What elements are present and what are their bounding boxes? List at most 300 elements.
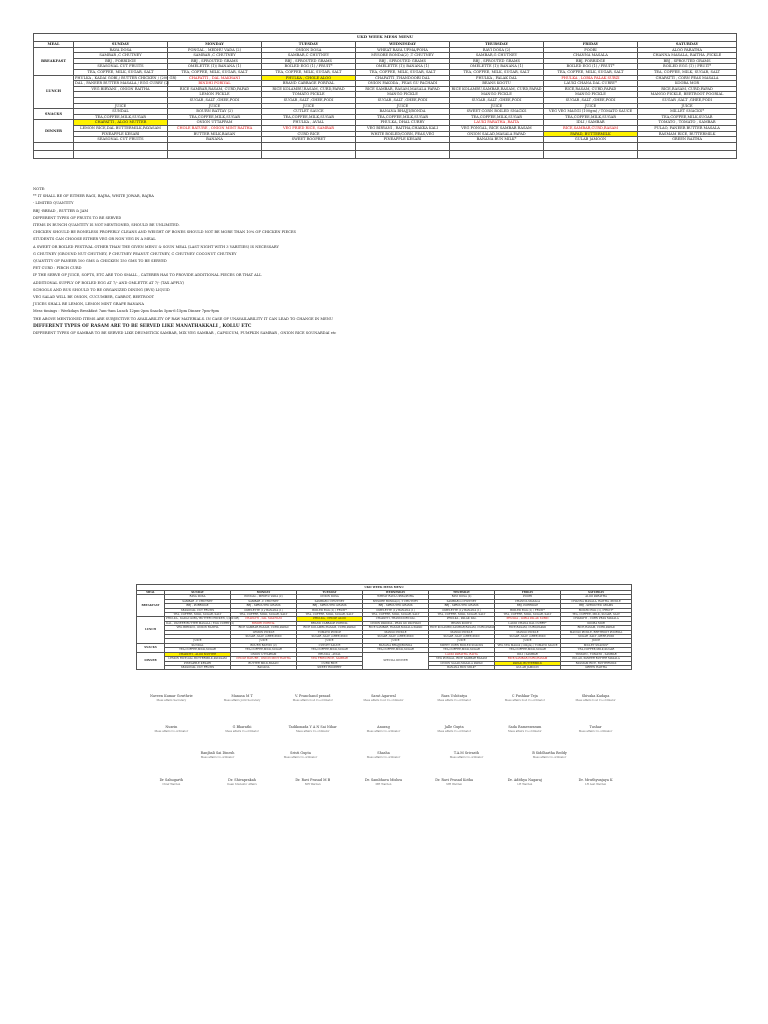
signatory-designation: Mess affairs Co-ordinator — [366, 755, 401, 759]
menu-cell: SUNDAL — [74, 109, 168, 115]
menu-cell: TEA, COFFEE, MILK, SUGAR, SALT — [231, 613, 297, 617]
menu-cell: PINEAPPLE KESARI — [74, 131, 168, 137]
menu-cell: VEG BIRYANI , RAITHA,CHAKKA KALI — [356, 125, 450, 131]
menu-cell: RAVA DOSA — [74, 47, 168, 53]
menu-cell: VEG VEG MAGGI (100gm) / TOMATO SAUCE — [495, 643, 561, 647]
menu-cell: CHAPATTI , CORN PEAS MASALA — [561, 617, 632, 621]
menu-cell: ONION SALAD,MASALA PAPAD — [429, 661, 495, 665]
menu-cell: PULAO, PANEER BUTTER MASALA — [561, 657, 632, 661]
menu-cell: MANGO PICKLE, BEETROOT POORIAL — [561, 630, 632, 634]
menu-cell: LEMON PICKLE — [168, 92, 262, 98]
signature — [516, 751, 584, 760]
menu-cell: ONION PAKODA , PEAS GU PACHADI — [356, 81, 450, 87]
menu-cell: RICE,RASAM, CURD,PAPAD — [638, 86, 737, 92]
note-line: - LIMITED QUANTITY — [33, 201, 74, 206]
menu-cell: VEG PONGAL, RICE SAMBAR RASAM — [429, 657, 495, 661]
signatory-name: V. Pranchand prasad — [295, 694, 331, 698]
signature — [208, 725, 276, 734]
menu-cell: TEA, COFFEE, MILK, SUGAR, SALT — [356, 69, 450, 75]
menu-cell: BBJ , SPROUTED GRAMS — [297, 604, 363, 608]
menu-cell: GREEN RAITHA — [638, 137, 737, 143]
menu-cell: TEA, COFFEE, MILK, SUGAR, SALT — [363, 613, 429, 617]
signatory-designation: MH Warden — [375, 782, 392, 786]
signatory-designation: Mess affairs Co-ordinator — [200, 755, 235, 759]
menu-cell: VEG FRIED RICE, SAMBAR — [297, 657, 363, 661]
blank-cell — [74, 150, 168, 158]
signature — [208, 694, 276, 703]
signature — [279, 778, 347, 787]
signatory-name: Naveen Kumar Gowthrie — [150, 694, 193, 698]
menu-cell: SUGAR ,SALT ,GHEE,PODI — [450, 97, 544, 103]
menu-cell: BANANA BUN MILK* — [450, 137, 544, 143]
menu-cell: SUGAR ,SALT ,GHEE,PODI — [638, 97, 737, 103]
signature — [420, 778, 488, 787]
menu-cell: CHANNA MASALA — [544, 53, 638, 59]
menu-cell: JUICE — [638, 103, 737, 109]
menu-cell: PHULKA , CHOLE ALOO — [297, 617, 363, 621]
menu-cell: CHAPATTI , ALOO MUTTER — [74, 120, 168, 126]
blank-cell — [34, 142, 74, 150]
menu-cell: BANANA BHAJJI/BONDA — [356, 109, 450, 115]
meal-header: MEAL — [34, 42, 74, 48]
menu-cell: PHULKA , PALAK DAL — [450, 75, 544, 81]
blank-cell — [450, 142, 544, 150]
menu-cell: CHOLE BATURE , ONION MINT RAITHA — [231, 657, 297, 661]
menu-cell: VEG BIRYANI , ONION RAITHA — [74, 86, 168, 92]
menu-cell: LEMON RICE,DAL BUTTERMILK,PAYASAM — [74, 125, 168, 131]
menu-cell: BOILED EGG (1) / FRUIT* — [297, 608, 363, 612]
menu-cell: BBJ , SPROUTED GRAMS — [450, 58, 544, 64]
signatory-name: Shivaka Kadapa — [581, 694, 610, 698]
signatory-designation: Dean Students' Affairs — [227, 782, 257, 786]
snacks-label: SNACKS — [137, 643, 165, 652]
blank-cell — [638, 150, 737, 158]
menu-cell: WHEAT RAVA UPMA/POHA — [363, 595, 429, 599]
blank-row — [34, 142, 737, 150]
menu-cell: SAMBAR,C CHUTNEY — [262, 53, 356, 59]
menu-cell: RICE SAMBAR, RASAM,MASALA PAPAD — [363, 626, 429, 630]
menu-cell: RICE KOLAMBU,SAMBAR,RASAM, CURD,PAPAD — [430, 626, 496, 630]
day-header: THURSDAY — [429, 591, 495, 595]
signatory-name: C Pushkar Teja — [511, 694, 538, 698]
blank-cell — [544, 142, 638, 150]
menu-cell: BUTTER MILK,BASAN — [168, 131, 262, 137]
signatory-name: T.A.M Srivasth — [453, 751, 480, 755]
menu-cell: RICE SAMBAR, RASAM,MASALA PAPAD — [356, 86, 450, 92]
menu-cell: RASMAM RICE, BUTTERMILK — [561, 661, 632, 665]
note-line: SCHOOLS AND BUS SHOULD TO BE ORGANIZED DINING (BVS) LIQUID — [33, 287, 170, 292]
signatory-designation: Mess affairs food Co-ordinator — [575, 698, 616, 702]
signatory-designation: LH Warden — [517, 782, 533, 786]
menu-cell: ONION DOSA — [262, 47, 356, 53]
note-line: JUICES SHALL BE LEMON, LEMON MINT GRAPE BANANA — [33, 302, 144, 307]
note-line: BBJ -BREAD , BUTTER & JAM — [33, 208, 89, 213]
menu-cell: CHAPATTI , DAL MAKHANI — [231, 617, 297, 621]
signatory-designation: Mess affairs Co-ordinator — [449, 755, 484, 759]
menu-cell: MYSORE BONDA(2) ,T CHUTNEY — [363, 599, 429, 603]
note-line: PET CURD : FIBCH CURD — [33, 266, 82, 271]
signature — [349, 778, 417, 787]
signature — [208, 778, 276, 787]
signatory-designation: Mess affairs Secretary — [156, 698, 187, 702]
signatory-designation: Mess affairs Joint Secretary — [223, 698, 261, 702]
menu-cell: BBJ , SPROUTED GRAMS — [168, 58, 262, 64]
menu-cell: BOILED EGG (1) / FRUIT* — [561, 608, 632, 612]
signature — [350, 751, 418, 760]
menu-cell: JUICE — [231, 639, 297, 643]
menu-cell: BOILED EGG (1) / FRUIT* — [544, 64, 638, 70]
menu-cell: RICE,SAMBAR,CURD,RASAM — [544, 125, 638, 131]
signatory-name: Anurag — [377, 725, 390, 729]
day-header: SATURDAY — [561, 591, 632, 595]
signatory-name: Dr. Mruthyunjaya K — [578, 778, 613, 782]
menu-cell: MANGO PICKLE — [544, 92, 638, 98]
menu-cell: SUNDAL — [165, 643, 231, 647]
note-line: THE ABOVE MENTIONED ITEMS ARE SUBJECTIVE TO AVAILABILITY OF RAW MATERIALS. IN CASE OF UNAVAILABILITY IT CAN LEAD TO CHANGE IN MENU — [33, 316, 333, 321]
menu-cell: TEA,COFFEE,MILK,SUGAR — [262, 114, 356, 120]
menu-cell: SUGAR ,SALT ,GHEE,PODI — [561, 635, 632, 639]
menu-cell: TEA, COFFEE, MILK, SUGAR, SALT — [262, 69, 356, 75]
signatory-name: Rara Ushitatya — [441, 694, 468, 698]
blank-cell — [74, 142, 168, 150]
signatory-name: Dr. Shivaprakah — [228, 778, 256, 782]
menu-cell: TEA,COFFEE,MILK,SUGAR — [544, 114, 638, 120]
lunch-label: LUNCH — [34, 75, 74, 109]
menu-cell: ALOO PARATHA — [561, 595, 632, 599]
menu-cell: SUGAR ,SALT ,GHEE,PODI — [231, 635, 297, 639]
menu-cell: JUICE — [544, 103, 638, 109]
signatory-name: Ranjbali Sai Dinesh — [200, 751, 235, 755]
menu-cell: RAVA DOSA — [165, 595, 231, 599]
menu-cell: PHULKA, DHAL CURRY — [356, 120, 450, 126]
menu-cell: BBJ, PORRIDGE — [495, 604, 561, 608]
menu-cell: LEMON PICKLE — [231, 630, 297, 634]
signature-row — [136, 694, 631, 703]
menu-cell: SEASONAL CUT FRUITS — [165, 608, 231, 612]
signatory-name: Manasa M T — [231, 694, 253, 698]
menu-cell: CHANNA MASALA, RAITHA ,PICKLE — [638, 53, 737, 59]
menu-cell: MANGO PICKLE — [450, 92, 544, 98]
menu-cell: BANANA — [168, 137, 262, 143]
signatory-name: Tadikonada Y A N Sai Nihar — [288, 725, 337, 729]
menu-cell: BBJ , SPROUTED GRAMS — [231, 604, 297, 608]
menu-cell: MYSORE BONDA(2) ,T CHUTNEY — [356, 53, 450, 59]
menu-cell: SWEET ROOPRET — [262, 137, 356, 143]
menu-cell: TEA, COFFEE, MILK, SUGAR, SALT — [495, 613, 561, 617]
menu-cell: PULAO, PANEER BUTTER MASALA — [638, 125, 737, 131]
day-header: SUNDAY — [74, 42, 168, 48]
menu-cell: PHULKA , KADAI GOBI,/ BUTTER CHICKEN / (200 GR) — [166, 617, 240, 621]
signatory-designation: Mess affairs Co-ordinator — [295, 729, 330, 733]
menu-cell: ONION DOSA — [297, 595, 363, 599]
menu-cell: LAUKI CHANA DAL CURRY* — [495, 621, 561, 625]
menu-cell: JUICE — [363, 639, 429, 643]
menu-cell: JUICE — [495, 639, 561, 643]
breakfast-label: BREAKFAST — [34, 47, 74, 75]
note-line: ** IT SHALL BE OF EITHER RAGI, BAJRA, WHITE JOWAR, BAJRA — [33, 194, 154, 199]
day-header: FRIDAY — [495, 591, 561, 595]
menu-cell: TEA, COFFEE, MILK, SUGAR, SALT — [168, 69, 262, 75]
menu-cell: DAL , PANEER BUTTER MASALA / EGG CURRY (2) — [166, 621, 234, 625]
menu-cell: MANGO PICKLE — [495, 630, 561, 634]
dinner-label: DINNER — [34, 120, 74, 142]
menu-cell: IDLI / SAMBAR — [544, 120, 638, 126]
signature — [562, 725, 630, 734]
signatory-name: Shasha — [377, 751, 390, 755]
menu-cell: PINEAPPLE KESARI — [165, 661, 231, 665]
menu-cell: BANANA BUN MILK* — [429, 665, 495, 669]
signature-row — [136, 725, 631, 734]
menu-cell: SEASONAL CUT FRUITS — [165, 665, 231, 669]
signatory-name: Dr. Ravi Prasad M B — [295, 778, 331, 782]
signatory-designation: Mess affairs Co-ordinator — [578, 729, 613, 733]
notes-section — [33, 186, 736, 337]
signatory-name: Tushar — [589, 725, 602, 729]
menu-cell: CHAPATTI , DAL MAKHANI — [168, 75, 262, 81]
menu-cell: MANGO PICKLE — [429, 630, 495, 634]
signature — [137, 778, 205, 787]
signatory-designation: Mess affairs food Co-ordinator — [504, 698, 545, 702]
menu-cell: TOMATO PICKLE — [297, 630, 363, 634]
signatory-designation: Mess affairs Co-ordinator — [508, 729, 542, 733]
menu-cell: VEG VEG MAGGI (100gm) / TOMATO SAUCE — [544, 109, 638, 115]
menu-cell: SWEET CORN BOILED SNACKS — [429, 643, 495, 647]
signatory-designation: MH Warden — [446, 782, 463, 786]
menu-cell: TEA,COFFEE,MILK,SUGAR — [356, 114, 450, 120]
menu-cell: SUGAR ,SALT ,GHEE,PODI — [297, 635, 363, 639]
signatory-designation: Mess affairs Co-ordinator — [225, 729, 259, 733]
signatory-name: Nuzrin — [165, 725, 178, 729]
signatory-name: Sristi Gupta — [290, 751, 311, 755]
blank-cell — [168, 142, 262, 150]
blank-cell — [262, 150, 356, 158]
signature — [562, 778, 630, 787]
menu-cell: RASMAM RICE, BUTTERMILK — [638, 131, 737, 137]
signatory-designation: Mess affairs Co-ordinator — [366, 729, 401, 733]
menu-cell: TEA,COFFEE,MILK,SUGAR — [429, 648, 495, 652]
menu-cell: MANGO PICKLE, BEETROOT POORIAL — [638, 92, 737, 98]
menu-cell: SWEET ROOPRET — [297, 665, 363, 669]
signature — [491, 725, 559, 734]
note-line: VEG SALAD WILL BE ONION, CUCUMBER, CARROT, BEETROOT — [33, 295, 155, 300]
menu-cell: BBJ , SPROUTED GRAMS — [429, 604, 495, 608]
blank-cell — [34, 150, 74, 158]
menu-cell: BINDHI PORIYAL — [231, 621, 297, 625]
blank-cell — [356, 150, 450, 158]
signature-row — [136, 751, 631, 760]
signatory-designation: Mess affairs food Co-ordinator — [292, 698, 333, 702]
menu-cell: PONGAL , MEDHU VADA (2) — [168, 47, 262, 53]
menu-cell: CHAPATTI , CORN PEAS MASALA — [638, 75, 737, 81]
menu-cell: SUGAR ,SALT ,GHEE,PODI — [262, 97, 356, 103]
menu-cell: SAMBAR ,C CHUTNEY — [74, 53, 168, 59]
menu-cell: RICE,RASAM, CURD,PAPAD — [561, 626, 632, 630]
menu-cell: TEA,COFFEE,MILK,SUGAR — [74, 114, 168, 120]
menu-cell: KOOBA MOR — [561, 621, 632, 625]
menu-cell: BRAND CABBAGE PORIYAL — [262, 81, 356, 87]
dinner-label: DINNER — [137, 652, 165, 670]
menu-cell: ONION UTTAPPAM — [168, 120, 262, 126]
signature — [137, 725, 205, 734]
menu-cell: CUTLET SAUCE — [262, 109, 356, 115]
note-line: CHICKEN SHOULD BE BONELESS PROPERLY CLEANS AND WEIGHT OF BONES SHOULD NOT BE MORE THAN 10% OF CHICKEN PIECES — [33, 230, 296, 235]
signatory-name: Jalle Gupta — [444, 725, 464, 729]
menu-cell: TEA, COFFEE, MILK, SUGAR, SALT — [450, 69, 544, 75]
menu-cell: JUICE — [262, 103, 356, 109]
menu-cell: OMELETTE (1)/ BANANA (1) — [231, 608, 297, 612]
menu-cell: TEA, COFFEE, MILK, SUGAR, SALT — [638, 69, 737, 75]
meal-header: MEAL — [137, 591, 165, 595]
menu-cell: PAPAD, BUTTERMILK — [544, 131, 638, 137]
blank-cell — [450, 150, 544, 158]
menu-cell: CHANNA MASALA, RAITHA ,PICKLE — [561, 599, 632, 603]
menu-cell: BBJ , SPROUTED GRAMS — [356, 58, 450, 64]
menu-cell: TEA,COFFEE,MILK,SUGAR — [638, 114, 737, 120]
menu-cell: RAVI DOSA (2) — [450, 47, 544, 53]
blank-cell — [262, 142, 356, 150]
day-header: TUESDAY — [262, 42, 356, 48]
note-line: QUANTITY OF PANEER 100 GMS & CHICKEN 150 GMS TO BE SERVED — [33, 259, 167, 264]
note-line: ITEMS IN BUNCH QUANTITY IS NOT MENTIONED, SHOULD BE UNLIMITED. — [33, 223, 180, 228]
menu-cell: BRAND CABBAGE PORIYAL — [297, 621, 363, 625]
menu-cell: RICE SAMBAR,RASAM, CURD,PAPAD — [231, 626, 297, 630]
signature — [433, 751, 501, 760]
menu-cell: SUGAR ,SALT ,GHEE,PODI — [495, 635, 561, 639]
menu-cell: BOURN BATTAY (2) — [168, 109, 262, 115]
notes-heading: NOTE: — [33, 187, 46, 191]
signatory-name: Dr. Sambhava Mishra — [364, 778, 403, 782]
menu-cell: SAMBAR ,C CHUTNEY — [231, 599, 297, 603]
menu-cell: PAPAD, BUTTERMILK — [495, 661, 561, 665]
menu-cell: PONGAL , MEDHU VADA (2) — [231, 595, 297, 599]
menu-cell: CURD RICE — [262, 131, 356, 137]
blank-cell — [168, 150, 262, 158]
note-line: STUDENTS CAN CHOOSE EITHER VEG OR NON VEG IN A MEAL — [33, 237, 156, 242]
menu-cell: TEA, COFFEE, MILK, SUGAR, SALT — [297, 613, 363, 617]
blank-cell — [356, 142, 450, 150]
menu-cell: RICE,RASAM, CURD,PAPAD — [495, 626, 561, 630]
menu-cell: TOMATO , TOMATO , SAMBAR — [638, 120, 737, 126]
day-header: SUNDAY — [165, 591, 231, 595]
menu-cell: TEA,COFFEE,MILK,SUGAR — [561, 648, 632, 652]
menu-cell: TEA,COFFEE,MILK,SUGAR — [363, 648, 429, 652]
snacks-label: SNACKS — [34, 109, 74, 120]
day-header: TUESDAY — [297, 591, 363, 595]
menu-cell: RICE KOLAMBU,RASAM, CURD,PAPAD — [297, 626, 363, 630]
menu-cell: MANGO PICKLE — [356, 92, 450, 98]
menu-cell: POORI — [544, 47, 638, 53]
menu-cell: BEANS KOOTU — [429, 621, 495, 625]
note-line: G CHUTNEY (GROUND NUT CHUTNEY, P CHUTNEY PEANUT CHUTNEY, C CHUTNEY COCONUT CHUTNEY — [33, 251, 237, 256]
menu-cell: GULAB JAMOON — [495, 665, 561, 669]
signature — [279, 694, 347, 703]
signatory-designation: LH Asst Warden — [584, 782, 607, 786]
mess-menu-sheet — [33, 33, 736, 159]
signatory-name: Sada Rameswaram — [508, 725, 542, 729]
menu-cell: PHULKA , AVIAL — [262, 120, 356, 126]
signatory-designation: Mess affairs Co-ordinator — [154, 729, 189, 733]
signatory-designation: Mess affairs Co-ordinator — [532, 755, 567, 759]
menu-cell: SPECIAL DINNER — [363, 652, 429, 670]
menu-cell: BBJ , PORRIDGE — [74, 58, 168, 64]
menu-cell: LAUKI CHANA DAL CURRY* — [544, 81, 638, 87]
signatory-name: Dr Sahugarth — [159, 778, 184, 782]
menu-cell: CURD RICE — [297, 661, 363, 665]
note-line: IF THE SERVE OF JUICE, SOFTS, ETC ARE TOO SMALL , CATERER HAS TO PROVIDE ADDITIONAL PIECES OR THAT ALL — [33, 273, 262, 278]
signatory-name: Dr. Ravi Prasad Kotha — [435, 778, 474, 782]
menu-cell: DAL , PANEER BUTTER MASALA / EGG CURRY (2) — [75, 81, 170, 86]
menu-cell: TEA, COFFEE, MILK, SUGAR, SALT — [429, 613, 495, 617]
menu-cell: SUGAR ,SALT ,GHEE,PODI — [168, 97, 262, 103]
menu-cell: ONION PAKODA , PEAS GU PACHADI — [363, 621, 429, 625]
menu-cell: KOOBA MOR — [638, 81, 737, 87]
day-header: THURSDAY — [450, 42, 544, 48]
menu-cell: JUICE — [356, 103, 450, 109]
signatory-name: Sarat Agarwal — [371, 694, 396, 698]
menu-cell: CHAPATTI ,THANDOORI DAL — [363, 617, 429, 621]
menu-title: UKD WEEK MESS MENU — [34, 34, 737, 42]
menu-cell: RICE SAMBAR,RASAM, CURD,PAPAD — [168, 86, 262, 92]
menu-cell: SAMBAR ,C CHUTNEY — [168, 53, 262, 59]
menu-cell: RICE,RASAM, CURD,PAPAD — [544, 86, 638, 92]
menu-cell: BBJ , PORRIDGE — [165, 604, 231, 608]
menu-cell: CHAPATTI , ALOO MUTTER — [165, 652, 231, 656]
menu-cell: TEA,COFFEE,MILK,SUGAR — [165, 648, 231, 652]
note-line: Mess timings : Weekdays Breakfast 7am-9am Lunch 12pm-2pm Snacks 5pm-6:15pm Dinner 7pm-9pm — [33, 309, 219, 314]
menu-cell: TOMATO , TOMATO , SAMBAR — [561, 652, 632, 656]
menu-cell: SAMBAR,C CHUTNEY — [297, 599, 363, 603]
menu-cell: RAVI DOSA (2) — [429, 595, 495, 599]
signature-row — [136, 778, 631, 787]
blank-row — [34, 150, 737, 158]
menu-cell: SUGAR ,SALT ,GHEE,PODI — [356, 97, 450, 103]
notes-rasam-line: DIFFERENT TYPES OF RASAM ARE TO BE SERVED LIKE MANATHAKKALI , KOLLU ETC — [33, 323, 252, 329]
day-header: WEDNESDAY — [356, 42, 450, 48]
menu-cell: BBJ , SPROUTED GRAMS — [561, 604, 632, 608]
signature — [349, 694, 417, 703]
menu-cell: MILLET SNACKS* — [561, 643, 632, 647]
signatory-name: G Bharathi — [232, 725, 252, 729]
signatory-name: Dr. Adithya Nagaraj — [507, 778, 542, 782]
day-header: MONDAY — [168, 42, 262, 48]
menu-cell: VEG FRIED RICE, SAMBAR — [262, 125, 356, 131]
menu-cell: VEG BIRYANI , ONION RAITHA — [165, 626, 231, 630]
menu-cell: BBJ , SPROUTED GRAMS — [638, 58, 737, 64]
menu-cell: OMELETTE (1)/ BANANA (1) — [450, 64, 544, 70]
menu-cell: ALOO PARATHA — [638, 47, 737, 53]
signatory-designation: Mess affairs food Co-ordinator — [363, 698, 404, 702]
menu-cell: BANANA BHAJJI/BONDA — [363, 643, 429, 647]
menu-cell: SWEET CORN BOILED SNACKS — [450, 109, 544, 115]
menu-table-copy — [136, 584, 632, 670]
menu-cell: VEG PONGAL, RICE SAMBAR RASAM — [450, 125, 544, 131]
menu-cell: SAMBAR ,C CHUTNEY — [165, 599, 231, 603]
menu-cell: TEA,COFFEE,MILK,SUGAR — [168, 114, 262, 120]
menu-cell: LAUKI PARATHA ,RAITA — [429, 652, 495, 656]
menu-cell: BUTTER MILK,BASAN — [231, 661, 297, 665]
menu-cell: TEA, COFFEE, MILK, SUGAR, SALT — [165, 613, 231, 617]
menu-cell: OMELETTE (1)/ BANANA (1) — [356, 64, 450, 70]
menu-cell: RICE KOLAMBU,SAMBAR,RASAM, CURD,PAPAD — [451, 86, 542, 91]
menu-cell: BEANS KOOTU — [450, 81, 544, 87]
signatory-designation: Mess affairs Co-ordinator — [283, 755, 318, 759]
note-line: DIFFERENT TYPES OF FRUITS TO BE SERVED — [33, 215, 122, 220]
menu-cell: LAUKI PARATHA ,RAITA — [450, 120, 544, 126]
menu-cell: BBJ , SPROUTED GRAMS — [363, 604, 429, 608]
menu-cell: JUICE — [450, 103, 544, 109]
menu-cell: JUICE — [168, 103, 262, 109]
menu-cell: TEA,COFFEE,MILK,SUGAR — [297, 648, 363, 652]
